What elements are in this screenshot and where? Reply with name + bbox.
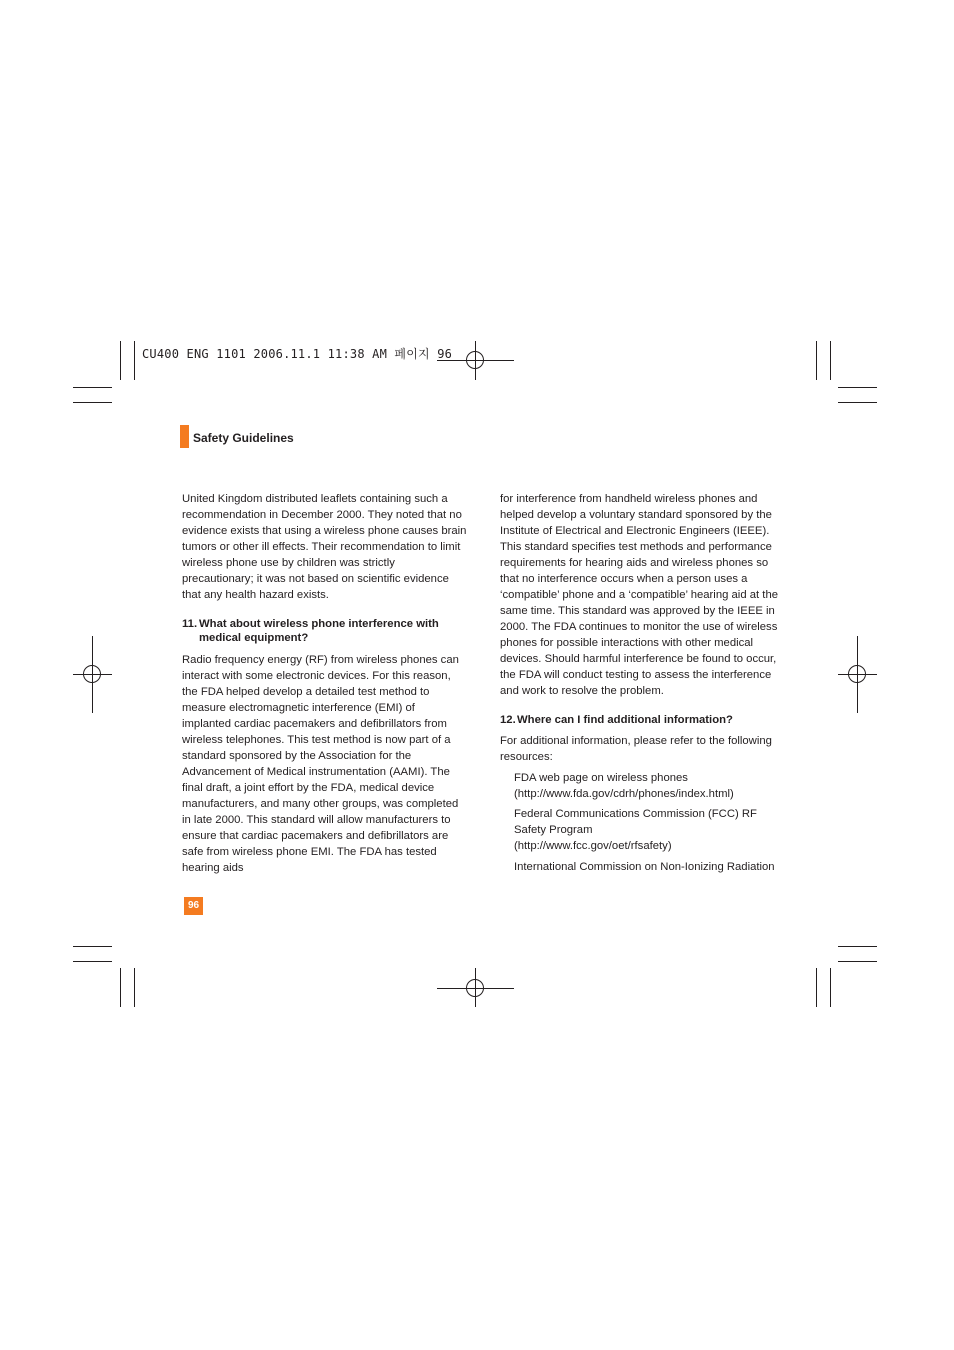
question-text: medical equipment? bbox=[199, 632, 309, 644]
registration-circle-icon bbox=[466, 979, 484, 997]
crop-mark bbox=[73, 946, 112, 947]
resource-item bbox=[514, 806, 790, 854]
question-text: Where can I find additional information? bbox=[517, 714, 733, 726]
section-accent-bar bbox=[180, 425, 189, 448]
crop-mark bbox=[830, 341, 831, 380]
crop-mark bbox=[830, 968, 831, 1007]
section-title: Safety Guidelines bbox=[193, 431, 294, 445]
resource-title: Safety Program bbox=[514, 824, 593, 836]
page-number-badge: 96 bbox=[184, 897, 203, 915]
crop-mark bbox=[73, 387, 112, 388]
crop-mark bbox=[120, 968, 121, 1007]
registration-circle-icon bbox=[83, 665, 101, 683]
question-11-answer: Radio frequency energy (RF) from wireless phones can interact with some electronic devices. For this reason, the FDA helped develop a detailed test method to measure electromagnetic interference (EMI) of implanted cardiac pacemakers and defibrillators from wireless telephones. This test method is now part of a standard sponsored by the Association for the Advancement of Medical instrumentation (AAMI). The final draft, a joint effort by the FDA, medical device manufacturers, and many other groups, was completed in late 2000. This standard will allow manufacturers to ensure that cardiac pacemakers and defibrillators are safe from wireless phone EMI. The FDA has tested hearing aids bbox=[182, 654, 459, 874]
resource-item bbox=[514, 770, 790, 802]
crop-mark bbox=[838, 402, 877, 403]
question-text: What about wireless phone interference with bbox=[199, 618, 439, 630]
resource-title: FDA web page on wireless phones bbox=[514, 772, 688, 784]
crop-mark bbox=[816, 341, 817, 380]
resource-url: (http://www.fda.gov/cdrh/phones/index.html) bbox=[514, 788, 734, 800]
question-11-heading bbox=[182, 617, 467, 645]
crop-mark bbox=[134, 341, 135, 380]
crop-mark bbox=[73, 961, 112, 962]
left-column bbox=[182, 491, 467, 876]
continued-paragraph: for interference from handheld wireless phones and helped develop a voluntary standard sponsored by the Institute of Electrical and Electronic Engineers (IEEE). This standard specifies test methods and performance requirements for hearing aids and wireless phones so that no interference occurs when a person uses a ‘compatible’ phone and a ‘compatible’ hearing aid at the same time. This standard was approved by the IEEE in 2000. The FDA continues to monitor the use of wireless phones for possible interactions with other medical devices. Should harmful interference be found to occur, the FDA will conduct testing to assess the interference and work to resolve the problem. bbox=[500, 493, 779, 697]
registration-circle-icon bbox=[848, 665, 866, 683]
resource-url: (http://www.fcc.gov/oet/rfsafety) bbox=[514, 840, 672, 852]
crop-mark bbox=[134, 968, 135, 1007]
registration-circle-icon bbox=[466, 351, 484, 369]
resource-title: Federal Communications Commission (FCC) RF bbox=[514, 808, 757, 820]
crop-mark bbox=[816, 968, 817, 1007]
resource-title: International Commission on Non-Ionizing Radiation bbox=[514, 861, 775, 873]
resource-item bbox=[514, 859, 790, 875]
crop-mark bbox=[838, 387, 877, 388]
right-column bbox=[500, 491, 790, 875]
question-number: 11. bbox=[182, 618, 198, 630]
question-number: 12. bbox=[500, 714, 516, 726]
crop-mark bbox=[838, 946, 877, 947]
question-12-heading bbox=[500, 713, 790, 727]
crop-mark bbox=[838, 961, 877, 962]
question-12-answer: For additional information, please refer to the following resources: bbox=[500, 735, 772, 763]
intro-paragraph: United Kingdom distributed leaflets containing such a recommendation in December 2000. They noted that no evidence exists that using a wireless phone causes brain tumors or other ill effects. Their recommendation to limit wireless phone use by children was strictly precautionary; it was not based on scientific evidence that any health hazard exists. bbox=[182, 493, 467, 601]
crop-mark bbox=[120, 341, 121, 380]
print-slug-line: CU400 ENG 1101 2006.11.1 11:38 AM 페이지 96 bbox=[142, 347, 453, 361]
crop-mark bbox=[73, 402, 112, 403]
